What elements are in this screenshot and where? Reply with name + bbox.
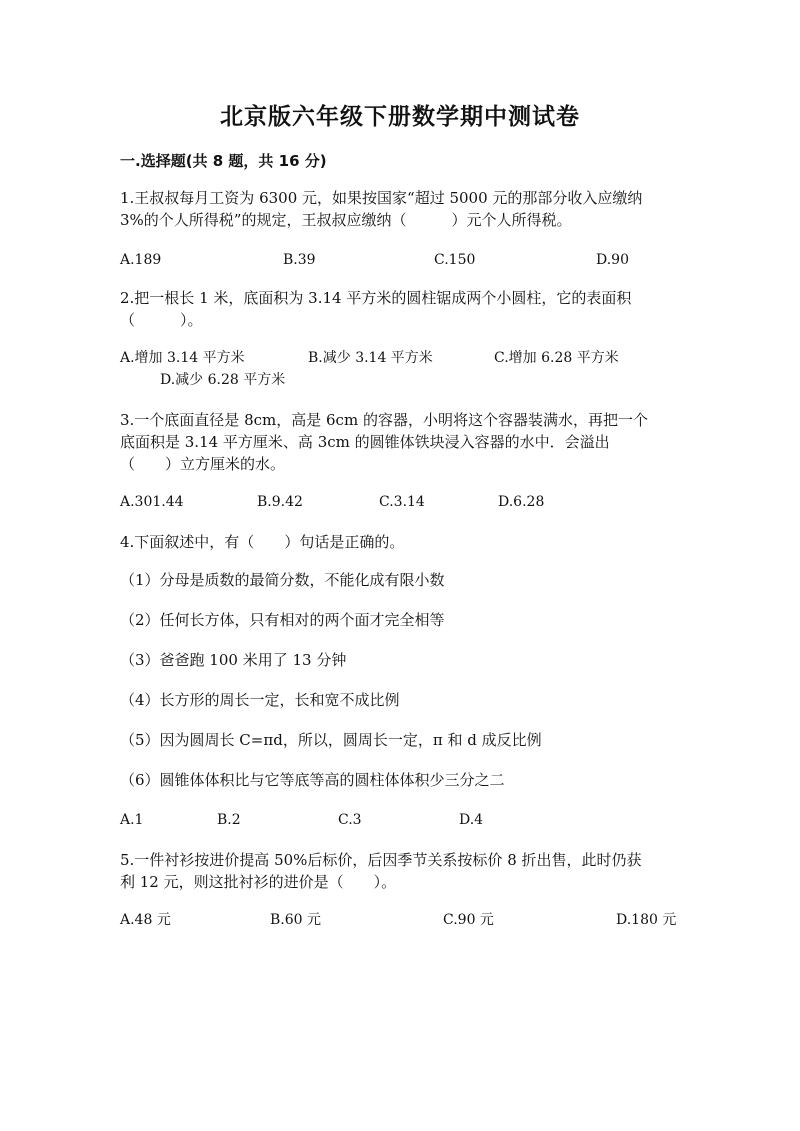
- question-4-statement-1: （1）分母是质数的最简分数，不能化成有限小数: [120, 571, 445, 589]
- question-2-line-1: 2.把一根长 1 米，底面积为 3.14 平方米的圆柱锯成两个小圆柱，它的表面积: [120, 289, 632, 307]
- question-1-line-1: 1.王叔叔每月工资为 6300 元，如果按国家“超过 5000 元的那部分收入应缴纳: [120, 189, 643, 207]
- section-heading: 一.选择题(共 8 题，共 16 分): [120, 152, 327, 170]
- question-1-option-a[interactable]: A.189: [120, 252, 162, 268]
- question-5-line-2: 利 12 元，则这批衬衫的进价是（ ）。: [120, 873, 397, 891]
- question-2-option-c[interactable]: C.增加 6.28 平方米: [494, 350, 619, 366]
- question-4-option-c[interactable]: C.3: [338, 812, 362, 828]
- question-4-line-1: 4.下面叙述中，有（ ）句话是正确的。: [120, 533, 405, 551]
- question-5-option-c[interactable]: C.90 元: [443, 912, 494, 928]
- question-1-option-c[interactable]: C.150: [434, 252, 476, 268]
- question-1-line-2: 3%的个人所得税”的规定，王叔叔应缴纳（ ）元个人所得税。: [120, 211, 572, 229]
- question-4-statement-2: （2）任何长方体，只有相对的两个面才完全相等: [120, 611, 445, 629]
- question-1-option-b[interactable]: B.39: [283, 252, 316, 268]
- question-4-statement-6: （6）圆锥体体积比与它等底等高的圆柱体体积少三分之二: [120, 771, 505, 789]
- question-4-statement-5: （5）因为圆周长 C=πd，所以，圆周长一定，π 和 d 成反比例: [120, 731, 542, 749]
- question-4-option-b[interactable]: B.2: [217, 812, 241, 828]
- question-5-option-a[interactable]: A.48 元: [120, 912, 171, 928]
- question-5-line-1: 5.一件衬衫按进价提高 50%后标价，后因季节关系按标价 8 折出售，此时仍获: [120, 851, 642, 869]
- question-1-option-d[interactable]: D.90: [596, 252, 629, 268]
- question-4-statement-3: （3）爸爸跑 100 米用了 13 分钟: [120, 651, 347, 669]
- question-4-option-a[interactable]: A.1: [120, 812, 144, 828]
- question-2-option-a[interactable]: A.增加 3.14 平方米: [120, 350, 245, 366]
- question-5-option-d[interactable]: D.180 元: [616, 912, 677, 928]
- question-4-statement-4: （4）长方形的周长一定，长和宽不成比例: [120, 691, 400, 709]
- question-3-line-2: 底面积是 3.14 平方厘米、高 3cm 的圆锥体铁块浸入容器的水中．会溢出: [120, 433, 610, 451]
- question-3-line-1: 3.一个底面直径是 8cm，高是 6cm 的容器，小明将这个容器装满水，再把一个: [120, 411, 648, 429]
- question-2-option-d[interactable]: D.减少 6.28 平方米: [160, 372, 286, 388]
- question-3-option-b[interactable]: B.9.42: [257, 494, 303, 510]
- question-4-option-d[interactable]: D.4: [459, 812, 484, 828]
- question-2-option-b[interactable]: B.减少 3.14 平方米: [308, 350, 433, 366]
- question-2-line-2: （ ）。: [120, 311, 203, 329]
- question-3-option-a[interactable]: A.301.44: [120, 494, 184, 510]
- question-3-option-d[interactable]: D.6.28: [498, 494, 545, 510]
- question-3-option-c[interactable]: C.3.14: [379, 494, 425, 510]
- page-title: 北京版六年级下册数学期中测试卷: [220, 104, 580, 130]
- question-5-option-b[interactable]: B.60 元: [270, 912, 322, 928]
- question-3-line-3: （ ）立方厘米的水。: [120, 455, 286, 473]
